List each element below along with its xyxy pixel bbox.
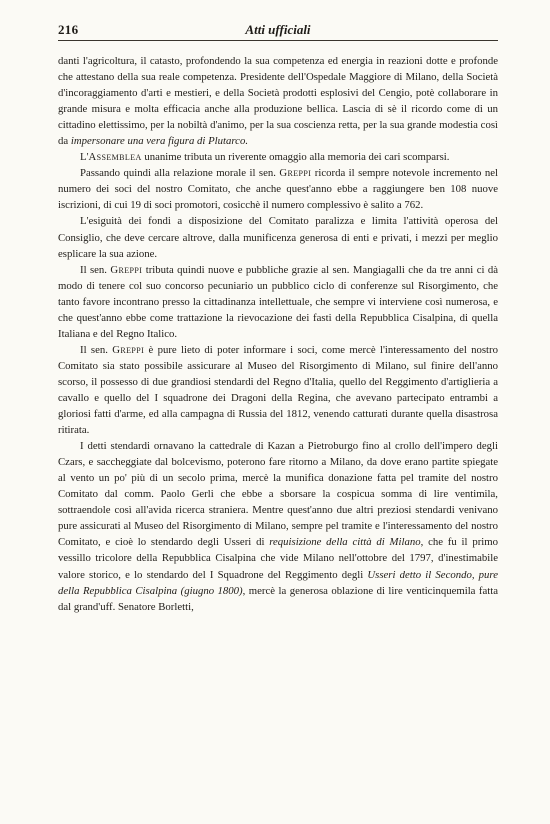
text-run: tributa quindi nuove e pubbliche grazie al sen. Mangiagalli che da tre anni ci dà modo di tenere col suo concorso pecuniario un pubblico ciclo di conferenze sul Risorgimento, che tanto favore incontrano presso la cittadinanza intellettuale, che sempre vi interviene così numerosa, e che quest'anno ebbe come trattazione la rievocazione dei fasti della Repubblica Cisalpina, di quella Italiana e del Regno Italico. [58, 263, 498, 340]
paragraph [58, 213, 498, 261]
text-run: , che fu il primo vessillo tricolore della Repubblica Cisalpina che vide Milano nell'ottobre del 1797, d'inestimabile valore storico, e lo stendardo del I Squadrone del Reggimento degli [58, 536, 498, 581]
small-caps-text: Greppi [112, 343, 145, 356]
text-run: danti l'agricoltura, il catasto, profondendo la sua competenza ed energia in reazioni dotte e profonde che attestano della sua reale competenza. Presidente dell'Ospedale Maggiore di Milano, della Società d'incoraggiamento d'arti e mestieri, e della Società prodotti esplosivi del Cengio, potè collaborare in grande misura e molta efficacia anche alla produzione bellica. Lascia di sè il ricordo come di un cittadino elettissimo, per la nobiltà d'animo, per la sua coscienza retta, per la sua grande modestia così da [58, 55, 498, 148]
running-title: Atti ufficiali [245, 22, 311, 37]
text-run: Il sen. [80, 263, 111, 276]
page-number: 216 [58, 22, 79, 37]
italic-text: impersonare una vera figura di Plutarco. [70, 135, 249, 148]
body-text [58, 53, 498, 615]
text-run: I detti stendardi ornavano la cattedrale di Kazan a Pietroburgo fino al crollo dell'impero degli Czars, e saccheggiate dal bolcevismo, poterono fare ritorno a Milano, da dove erano partite spiegate al vento un po' più di un secolo prima, mercè la munifica donazione fatta pel tramite del nostro Comitato dal comm. Paolo Gerli che ebbe a sborsare la cospicua somma di lire ventimila, sottraendole così all'avida ricerca straniera. Mentre quest'anno due altri preziosi stendardi venivano pure assicurati al Museo del Risorgimento di Milano, sempre pel tramite e l'interessamento del nostro Comitato, e cioè lo stendardo degli Usseri di [58, 440, 498, 549]
paragraph [58, 53, 498, 149]
page-header [58, 22, 498, 41]
paragraph [58, 262, 498, 342]
paragraph [58, 149, 498, 165]
text-run: unanime tributa un riverente omaggio alla memoria dei cari scomparsi. [141, 151, 450, 164]
text-run: Passando quindi alla relazione morale il sen. [80, 167, 280, 180]
text-run: ricorda il sempre notevole incremento nel numero dei soci del nostro Comitato, che anche quest'anno ebbe a raggiungere ben 108 nuove iscrizioni, di cui 19 di soci promotori, cosicchè il numero complessivo è salito a 762. [58, 167, 498, 212]
italic-text: Usseri detto il Secondo, pure della Repubblica Cisalpina (giugno 1800) [58, 568, 498, 597]
text-run: Il sen. [80, 343, 113, 356]
italic-text: requisizione della città di Milano [269, 536, 421, 549]
text-run: L'esiguità dei fondi a disposizione del Comitato paralizza e limita l'attività operosa del Consiglio, che deve cercare altrove, dalla munificenza generosa di enti e privati, i mezzi per meglio esplicare la sua azione. [58, 215, 498, 260]
paragraph [58, 165, 498, 213]
paragraph [58, 438, 498, 615]
text-run: L' [80, 151, 89, 164]
small-caps-text: Greppi [110, 263, 143, 276]
text-run: , mercè la generosa oblazione di lire venticinquemila fatta dal grand'uff. Senatore Borletti, [58, 584, 498, 613]
small-caps-text: Assemblea [88, 151, 142, 164]
small-caps-text: Greppi [279, 167, 312, 180]
paragraph [58, 342, 498, 438]
text-run: è pure lieto di poter informare i soci, come mercè l'interessamento del nostro Comitato sia stato possibile assicurare al Museo del Risorgimento di Milano, sul finire dell'anno scorso, il possesso di due grandiosi stendardi del Regno d'Italia, quello del Reggimento d'artiglieria a cavallo e quello del I squadrone dei Dragoni della Regina, che avevano partecipato entrambi a gloriosi fatti d'arme, ed alla campagna di Russia del 1812, venendo catturati durante quella disastrosa ritirata. [58, 343, 498, 437]
